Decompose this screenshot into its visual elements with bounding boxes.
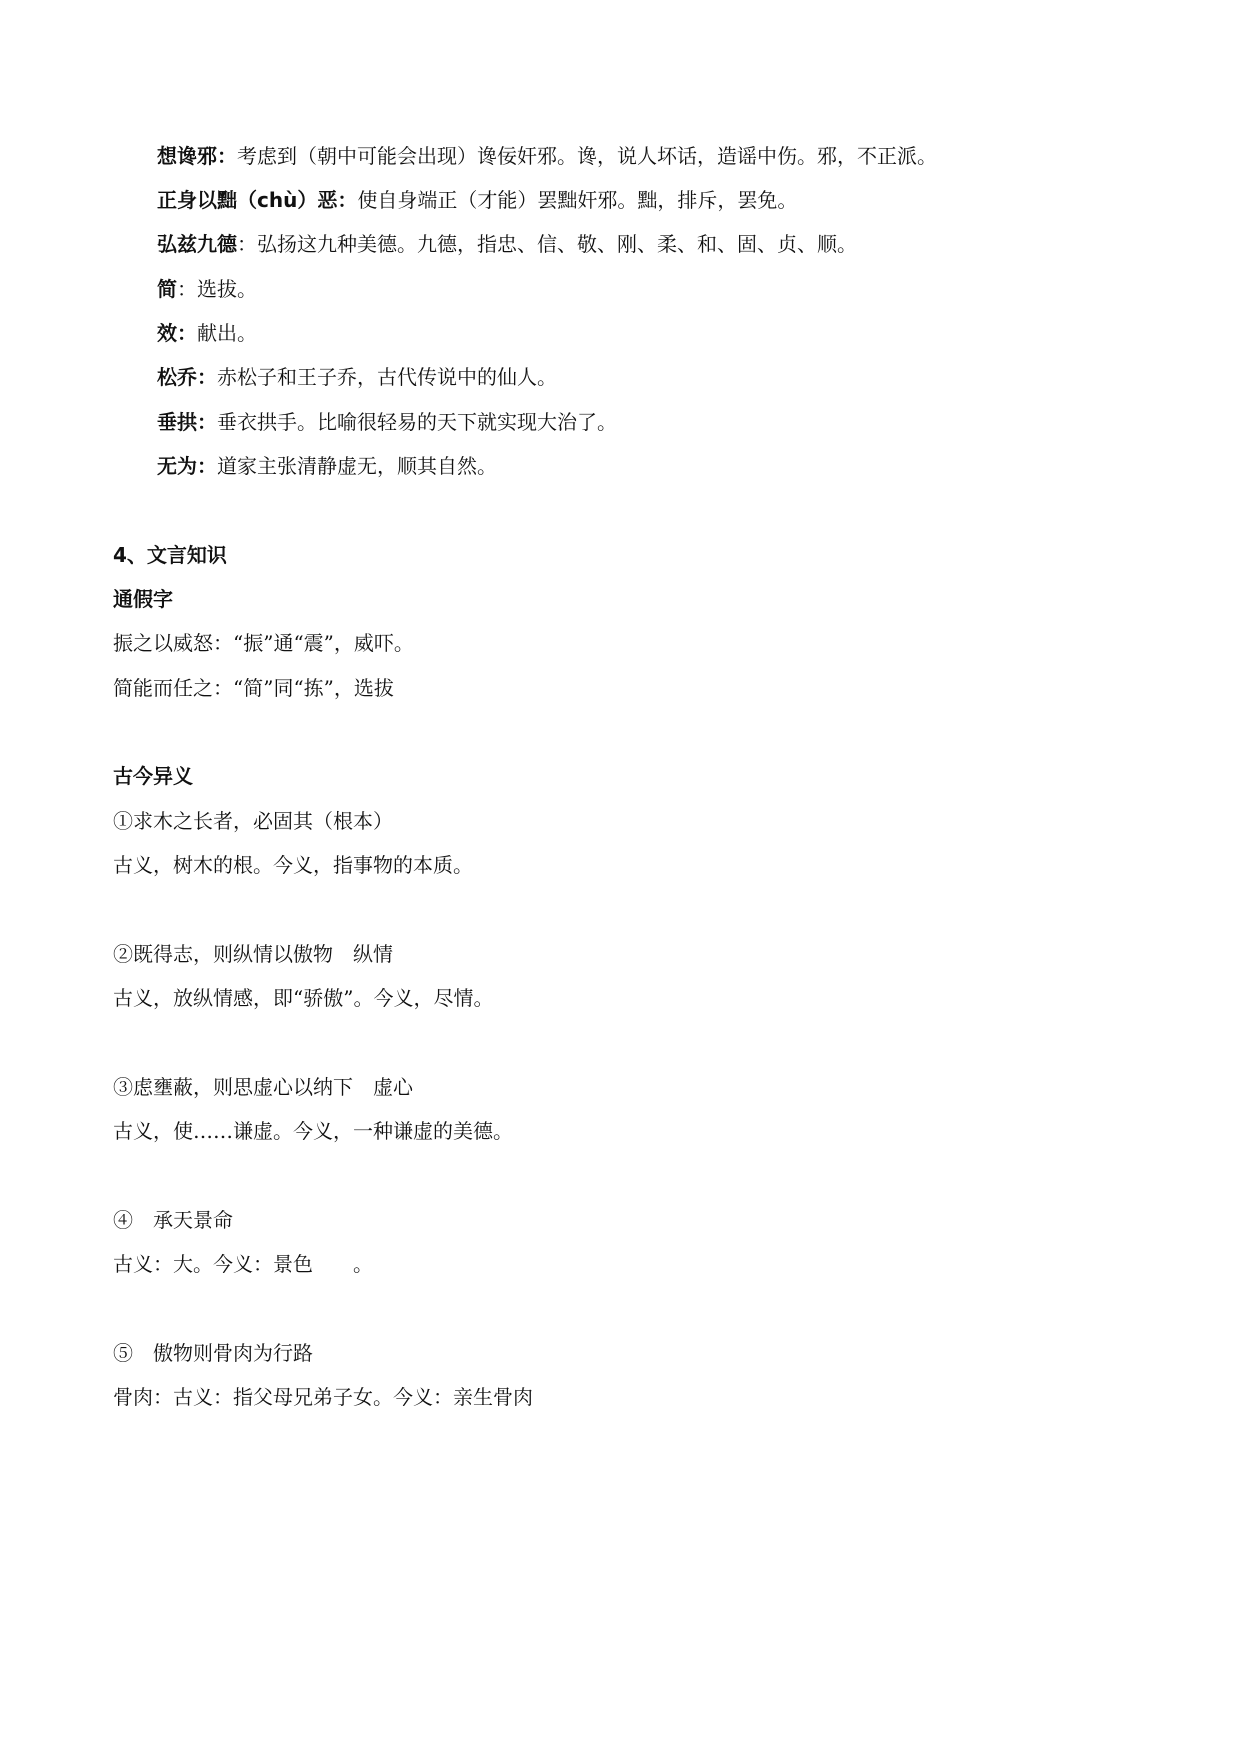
glossary-term: 想谗邪：	[157, 144, 237, 168]
gujin-explanation: 古义，使……谦虚。今义，一种谦虚的美德。	[113, 1119, 513, 1143]
tongjiazi-line: 简能而任之：“简”同“拣”，选拔	[113, 676, 394, 700]
section-heading: 4、文言知识	[113, 543, 227, 567]
glossary-term: 松乔：	[157, 365, 217, 389]
gujin-phrase: ①求木之长者，必固其（根本）	[113, 809, 393, 833]
glossary-entry	[157, 142, 937, 170]
glossary-term: 无为：	[157, 454, 217, 478]
glossary-term: 正身以黜（chù）恶：	[157, 188, 358, 212]
glossary-definition: 赤松子和王子乔，古代传说中的仙人。	[217, 365, 557, 389]
tongjiazi-line: 振之以威怒：“振”通“震”，威吓。	[113, 631, 414, 655]
gujin-phrase: ②既得志，则纵情以傲物 纵情	[113, 942, 393, 966]
glossary-entry	[157, 186, 797, 214]
gujin-phrase: ③虑壅蔽，则思虚心以纳下 虚心	[113, 1075, 413, 1099]
glossary-term: 弘兹九德	[157, 232, 237, 256]
subsection-heading-gujin: 古今异义	[113, 764, 193, 788]
gujin-explanation: 骨肉：古义：指父母兄弟子女。今义：亲生骨肉	[113, 1385, 533, 1409]
glossary-definition: 献出。	[197, 321, 257, 345]
glossary-entry	[157, 319, 257, 347]
subsection-heading-tongjiazi: 通假字	[113, 587, 173, 611]
glossary-entry	[157, 408, 617, 436]
glossary-entry	[157, 275, 257, 303]
glossary-definition: 垂衣拱手。比喻很轻易的天下就实现大治了。	[217, 410, 617, 434]
glossary-term: 效：	[157, 321, 197, 345]
glossary-entry	[157, 363, 557, 391]
glossary-definition: 考虑到（朝中可能会出现）谗佞奸邪。谗，说人坏话，造谣中伤。邪，不正派。	[237, 144, 937, 168]
glossary-entry	[157, 230, 857, 258]
glossary-term: 垂拱：	[157, 410, 217, 434]
glossary-definition: 道家主张清静虚无，顺其自然。	[217, 454, 497, 478]
gujin-explanation: 古义：大。今义：景色 。	[113, 1252, 373, 1276]
glossary-term: 简	[157, 277, 177, 301]
glossary-definition: ：选拔。	[177, 277, 257, 301]
glossary-entry	[157, 452, 497, 480]
gujin-phrase: ⑤ 傲物则骨肉为行路	[113, 1341, 313, 1365]
gujin-explanation: 古义，放纵情感，即“骄傲”。今义，尽情。	[113, 986, 494, 1010]
gujin-phrase: ④ 承天景命	[113, 1208, 233, 1232]
gujin-explanation: 古义，树木的根。今义，指事物的本质。	[113, 853, 473, 877]
glossary-definition: 使自身端正（才能）罢黜奸邪。黜，排斥，罢免。	[357, 188, 798, 212]
glossary-definition: ：弘扬这九种美德。九德，指忠、信、敬、刚、柔、和、固、贞、顺。	[237, 232, 857, 256]
